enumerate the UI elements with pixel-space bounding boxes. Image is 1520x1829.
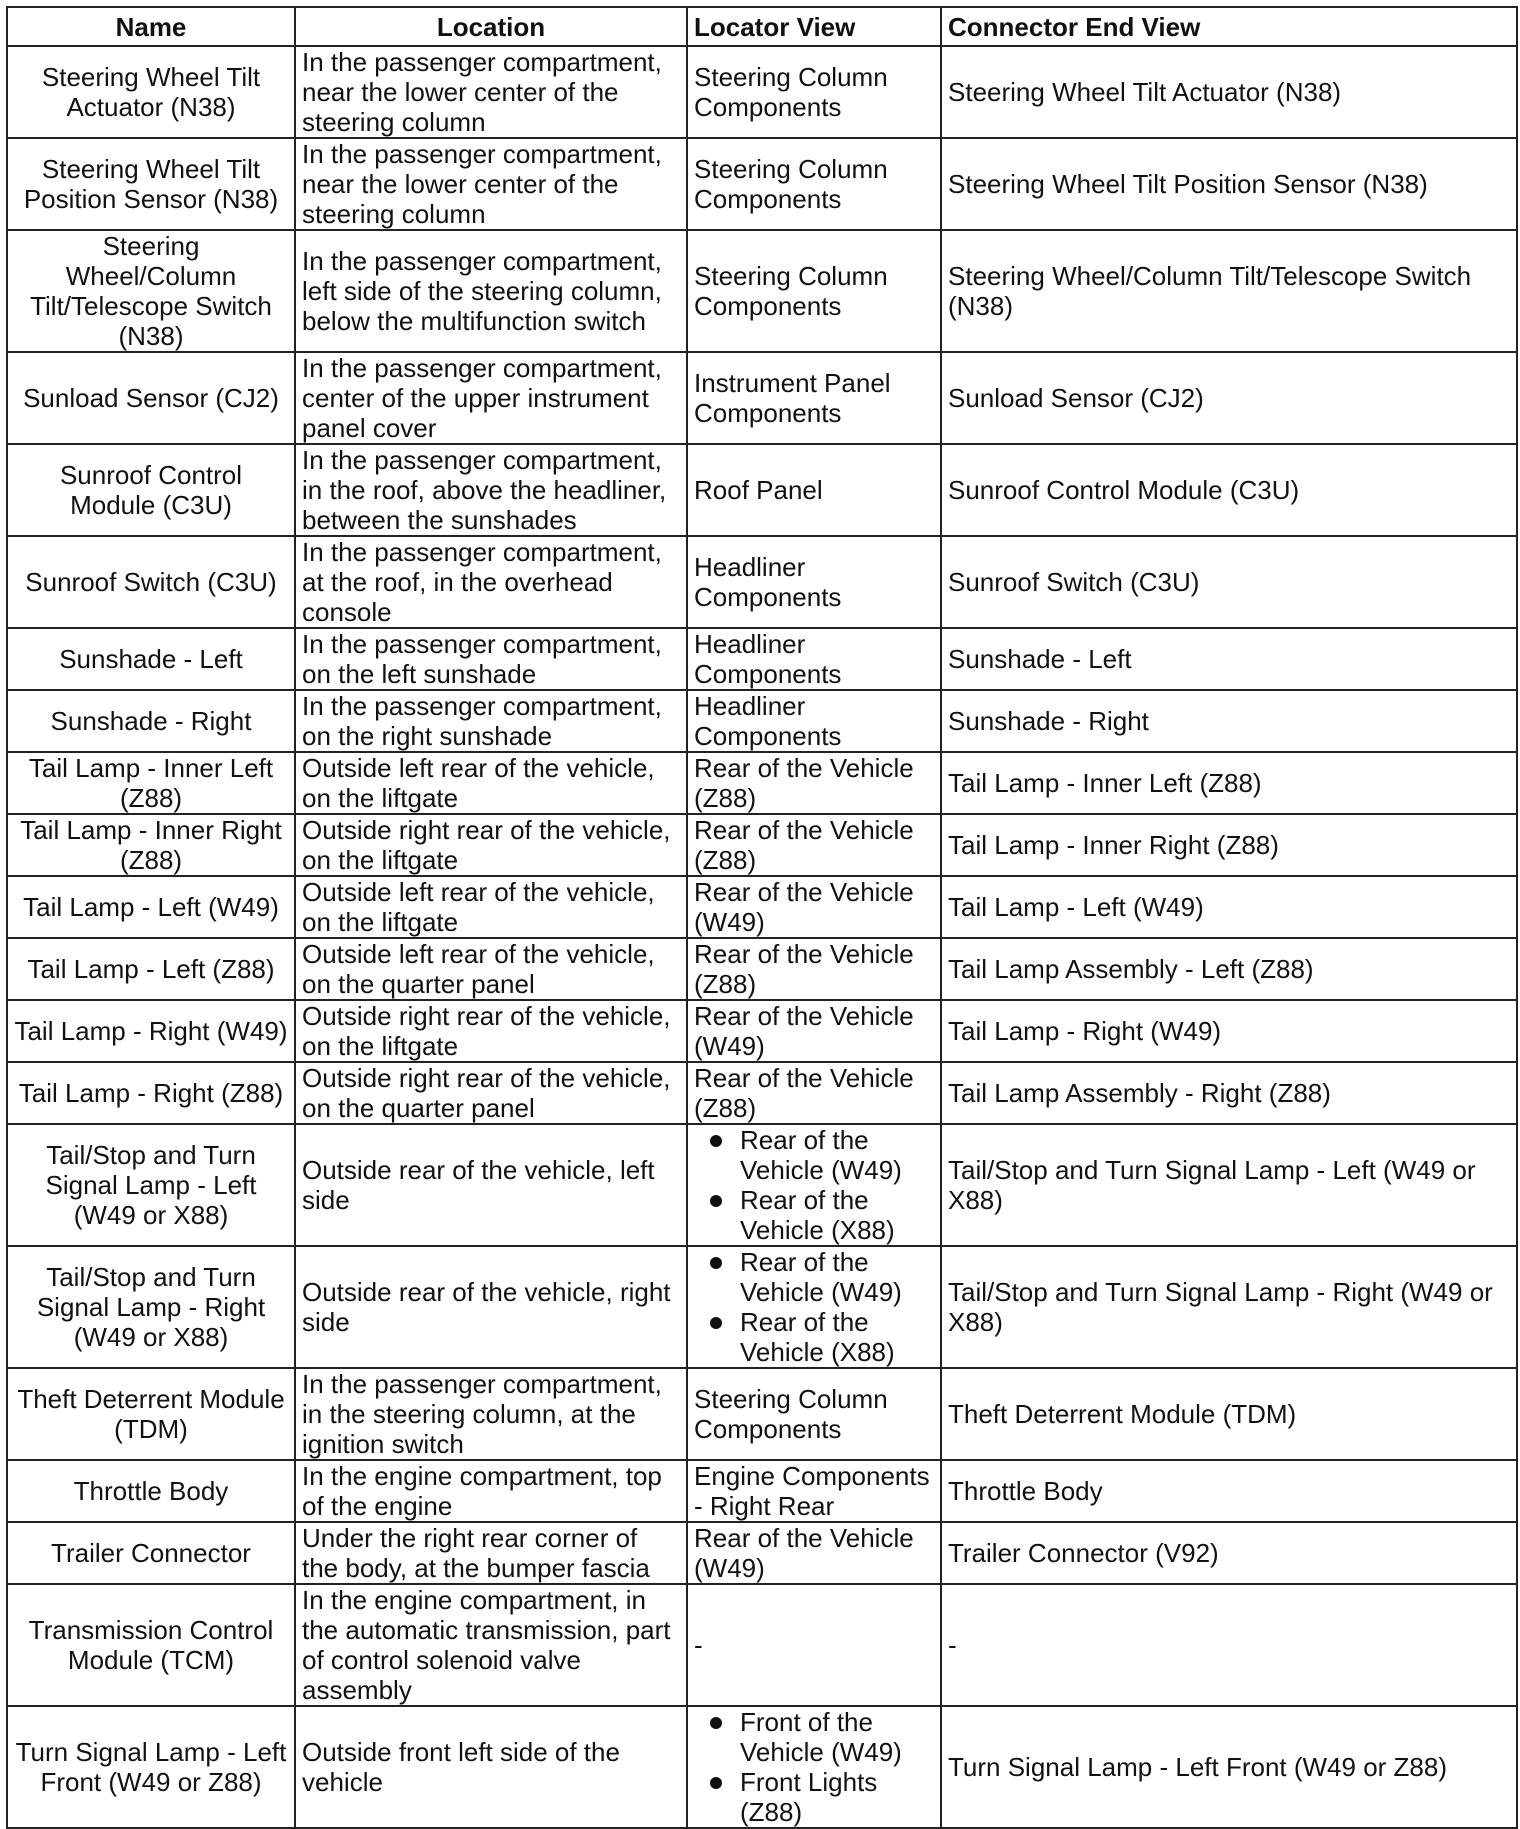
component-locator-table bbox=[6, 6, 1518, 1829]
cell-location: Outside left rear of the vehicle, on the quarter panel bbox=[295, 938, 687, 1000]
locator-bullet-item: Front Lights (Z88) bbox=[740, 1767, 934, 1827]
cell-location: Outside right rear of the vehicle, on the liftgate bbox=[295, 1000, 687, 1062]
cell-location: In the passenger compartment, center of the upper instrument panel cover bbox=[295, 352, 687, 444]
cell-locator-view: Rear of the Vehicle (Z88) bbox=[687, 814, 941, 876]
cell-name: Sunroof Control Module (C3U) bbox=[7, 444, 295, 536]
cell-connector-end-view: Tail/Stop and Turn Signal Lamp - Right (W49 or X88) bbox=[941, 1246, 1517, 1368]
cell-location: In the passenger compartment, left side of the steering column, below the multifunction switch bbox=[295, 230, 687, 352]
cell-connector-end-view: Steering Wheel Tilt Actuator (N38) bbox=[941, 46, 1517, 138]
header-location: Location bbox=[295, 7, 687, 46]
cell-name: Tail/Stop and Turn Signal Lamp - Right (W49 or X88) bbox=[7, 1246, 295, 1368]
cell-connector-end-view: - bbox=[941, 1584, 1517, 1706]
cell-locator-view: Headliner Components bbox=[687, 536, 941, 628]
table-row bbox=[7, 1368, 1517, 1460]
cell-name: Steering Wheel/Column Tilt/Telescope Switch (N38) bbox=[7, 230, 295, 352]
cell-locator-view bbox=[687, 1706, 941, 1828]
cell-locator-view: Headliner Components bbox=[687, 690, 941, 752]
cell-connector-end-view: Sunload Sensor (CJ2) bbox=[941, 352, 1517, 444]
cell-name: Throttle Body bbox=[7, 1460, 295, 1522]
table-row bbox=[7, 1584, 1517, 1706]
cell-name: Sunload Sensor (CJ2) bbox=[7, 352, 295, 444]
cell-connector-end-view: Steering Wheel Tilt Position Sensor (N38) bbox=[941, 138, 1517, 230]
table-row bbox=[7, 1246, 1517, 1368]
cell-location: In the engine compartment, in the automatic transmission, part of control solenoid valve assembly bbox=[295, 1584, 687, 1706]
table-row bbox=[7, 752, 1517, 814]
cell-connector-end-view: Tail/Stop and Turn Signal Lamp - Left (W49 or X88) bbox=[941, 1124, 1517, 1246]
cell-locator-view: Steering Column Components bbox=[687, 1368, 941, 1460]
cell-name: Transmission Control Module (TCM) bbox=[7, 1584, 295, 1706]
cell-location: Outside right rear of the vehicle, on the liftgate bbox=[295, 814, 687, 876]
table-row bbox=[7, 1124, 1517, 1246]
cell-name: Sunshade - Left bbox=[7, 628, 295, 690]
cell-name: Tail Lamp - Inner Left (Z88) bbox=[7, 752, 295, 814]
cell-location: In the passenger compartment, at the roof, in the overhead console bbox=[295, 536, 687, 628]
cell-locator-view: Rear of the Vehicle (W49) bbox=[687, 876, 941, 938]
cell-location: In the passenger compartment, on the left sunshade bbox=[295, 628, 687, 690]
cell-name: Trailer Connector bbox=[7, 1522, 295, 1584]
cell-connector-end-view: Turn Signal Lamp - Left Front (W49 or Z88) bbox=[941, 1706, 1517, 1828]
locator-bullet-item: Front of the Vehicle (W49) bbox=[740, 1707, 934, 1767]
cell-name: Steering Wheel Tilt Position Sensor (N38) bbox=[7, 138, 295, 230]
cell-connector-end-view: Sunshade - Left bbox=[941, 628, 1517, 690]
cell-locator-view: Rear of the Vehicle (W49) bbox=[687, 1522, 941, 1584]
locator-bullet-item: Rear of the Vehicle (X88) bbox=[740, 1307, 934, 1367]
cell-locator-view: Rear of the Vehicle (W49) bbox=[687, 1000, 941, 1062]
locator-bullet-list bbox=[694, 1247, 934, 1367]
cell-locator-view bbox=[687, 1246, 941, 1368]
cell-location: Under the right rear corner of the body, at the bumper fascia bbox=[295, 1522, 687, 1584]
table-row bbox=[7, 1062, 1517, 1124]
cell-name: Sunshade - Right bbox=[7, 690, 295, 752]
cell-connector-end-view: Sunshade - Right bbox=[941, 690, 1517, 752]
table-row bbox=[7, 444, 1517, 536]
table-body bbox=[7, 46, 1517, 1828]
cell-locator-view bbox=[687, 1124, 941, 1246]
cell-locator-view: Instrument Panel Components bbox=[687, 352, 941, 444]
table-row bbox=[7, 628, 1517, 690]
cell-connector-end-view: Sunroof Switch (C3U) bbox=[941, 536, 1517, 628]
cell-location: In the engine compartment, top of the engine bbox=[295, 1460, 687, 1522]
cell-locator-view: Steering Column Components bbox=[687, 138, 941, 230]
cell-connector-end-view: Tail Lamp - Inner Right (Z88) bbox=[941, 814, 1517, 876]
cell-location: In the passenger compartment, in the roof, above the headliner, between the sunshades bbox=[295, 444, 687, 536]
cell-location: In the passenger compartment, near the lower center of the steering column bbox=[295, 138, 687, 230]
header-connector-end-view: Connector End View bbox=[941, 7, 1517, 46]
cell-name: Sunroof Switch (C3U) bbox=[7, 536, 295, 628]
cell-connector-end-view: Theft Deterrent Module (TDM) bbox=[941, 1368, 1517, 1460]
cell-locator-view: Rear of the Vehicle (Z88) bbox=[687, 752, 941, 814]
cell-locator-view: Steering Column Components bbox=[687, 46, 941, 138]
cell-name: Tail Lamp - Right (Z88) bbox=[7, 1062, 295, 1124]
cell-connector-end-view: Throttle Body bbox=[941, 1460, 1517, 1522]
cell-locator-view: Engine Components - Right Rear bbox=[687, 1460, 941, 1522]
cell-name: Tail Lamp - Inner Right (Z88) bbox=[7, 814, 295, 876]
table-row bbox=[7, 230, 1517, 352]
header-name: Name bbox=[7, 7, 295, 46]
cell-connector-end-view: Tail Lamp Assembly - Left (Z88) bbox=[941, 938, 1517, 1000]
table-row bbox=[7, 536, 1517, 628]
cell-connector-end-view: Tail Lamp - Right (W49) bbox=[941, 1000, 1517, 1062]
cell-connector-end-view: Sunroof Control Module (C3U) bbox=[941, 444, 1517, 536]
cell-locator-view: Roof Panel bbox=[687, 444, 941, 536]
header-locator-view: Locator View bbox=[687, 7, 941, 46]
cell-name: Steering Wheel Tilt Actuator (N38) bbox=[7, 46, 295, 138]
table-row bbox=[7, 1000, 1517, 1062]
locator-bullet-list bbox=[694, 1707, 934, 1827]
cell-location: Outside left rear of the vehicle, on the liftgate bbox=[295, 876, 687, 938]
cell-name: Tail Lamp - Right (W49) bbox=[7, 1000, 295, 1062]
cell-name: Tail Lamp - Left (Z88) bbox=[7, 938, 295, 1000]
table-row bbox=[7, 46, 1517, 138]
cell-locator-view: Rear of the Vehicle (Z88) bbox=[687, 938, 941, 1000]
locator-bullet-list bbox=[694, 1125, 934, 1245]
table-row bbox=[7, 352, 1517, 444]
table-row bbox=[7, 1706, 1517, 1828]
cell-name: Turn Signal Lamp - Left Front (W49 or Z88) bbox=[7, 1706, 295, 1828]
cell-location: Outside right rear of the vehicle, on the quarter panel bbox=[295, 1062, 687, 1124]
locator-bullet-item: Rear of the Vehicle (W49) bbox=[740, 1247, 934, 1307]
locator-bullet-item: Rear of the Vehicle (X88) bbox=[740, 1185, 934, 1245]
cell-locator-view: Rear of the Vehicle (Z88) bbox=[687, 1062, 941, 1124]
table-row bbox=[7, 138, 1517, 230]
cell-name: Tail Lamp - Left (W49) bbox=[7, 876, 295, 938]
cell-locator-view: - bbox=[687, 1584, 941, 1706]
cell-location: Outside front left side of the vehicle bbox=[295, 1706, 687, 1828]
cell-locator-view: Headliner Components bbox=[687, 628, 941, 690]
cell-location: In the passenger compartment, on the right sunshade bbox=[295, 690, 687, 752]
cell-locator-view: Steering Column Components bbox=[687, 230, 941, 352]
cell-location: Outside rear of the vehicle, left side bbox=[295, 1124, 687, 1246]
table-header-row bbox=[7, 7, 1517, 46]
cell-connector-end-view: Tail Lamp Assembly - Right (Z88) bbox=[941, 1062, 1517, 1124]
table-row bbox=[7, 690, 1517, 752]
cell-location: In the passenger compartment, near the lower center of the steering column bbox=[295, 46, 687, 138]
cell-connector-end-view: Trailer Connector (V92) bbox=[941, 1522, 1517, 1584]
table-row bbox=[7, 938, 1517, 1000]
cell-location: In the passenger compartment, in the steering column, at the ignition switch bbox=[295, 1368, 687, 1460]
table-row bbox=[7, 1460, 1517, 1522]
table-row bbox=[7, 814, 1517, 876]
cell-name: Tail/Stop and Turn Signal Lamp - Left (W49 or X88) bbox=[7, 1124, 295, 1246]
cell-location: Outside rear of the vehicle, right side bbox=[295, 1246, 687, 1368]
table-row bbox=[7, 1522, 1517, 1584]
cell-connector-end-view: Steering Wheel/Column Tilt/Telescope Switch (N38) bbox=[941, 230, 1517, 352]
locator-bullet-item: Rear of the Vehicle (W49) bbox=[740, 1125, 934, 1185]
cell-name: Theft Deterrent Module (TDM) bbox=[7, 1368, 295, 1460]
cell-location: Outside left rear of the vehicle, on the liftgate bbox=[295, 752, 687, 814]
cell-connector-end-view: Tail Lamp - Inner Left (Z88) bbox=[941, 752, 1517, 814]
cell-connector-end-view: Tail Lamp - Left (W49) bbox=[941, 876, 1517, 938]
table-row bbox=[7, 876, 1517, 938]
